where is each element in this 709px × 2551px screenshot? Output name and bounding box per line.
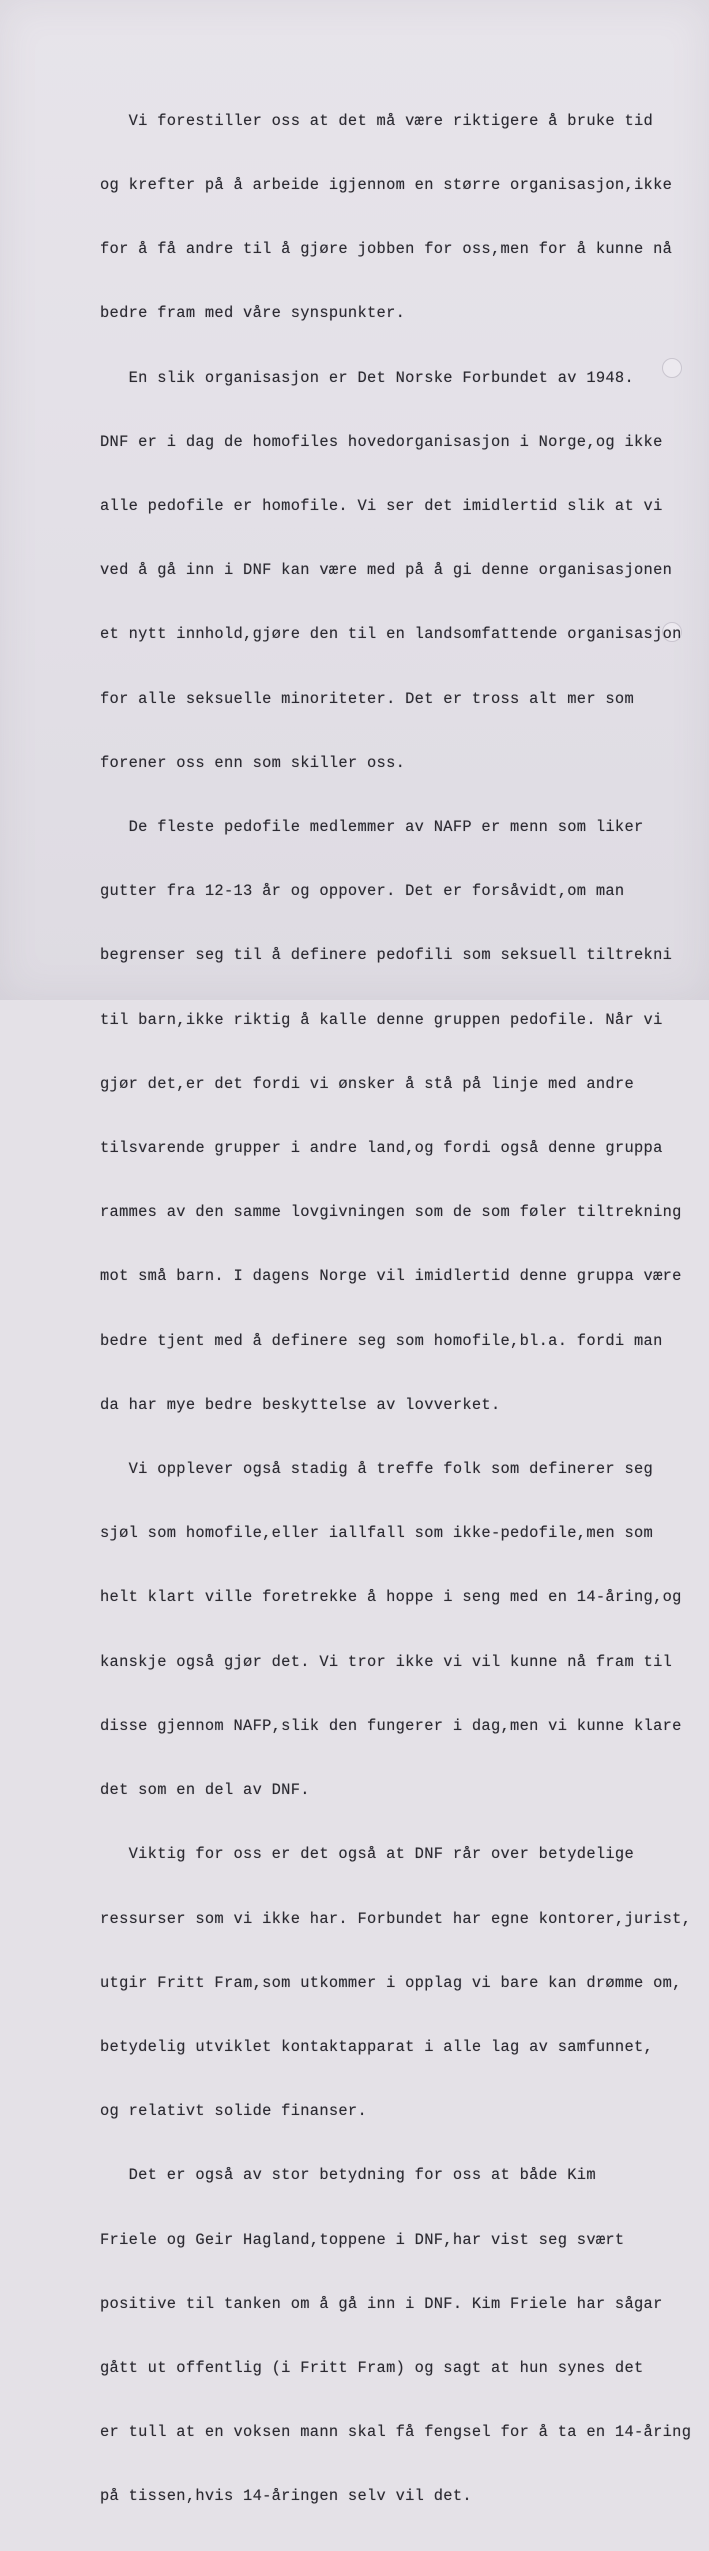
text-line: Vi forestiller oss at det må være riktigere å bruke tid	[100, 111, 654, 130]
text-line: Vi opplever også stadig å treffe folk som definerer seg	[100, 1460, 654, 1479]
text-line: gjør det,er det fordi vi ønsker å stå på linje med andre	[100, 1074, 635, 1093]
text-line: Det er også av stor betydning for oss at både Kim	[100, 2166, 596, 2185]
text-line: på tissen,hvis 14-åringen selv vil det.	[100, 2487, 472, 2506]
text-line: et nytt innhold,gjøre den til en landsomfattende organisasjon	[100, 625, 682, 644]
text-line: ved å gå inn i DNF kan være med på å gi denne organisasjonen	[100, 561, 673, 580]
text-line: tilsvarende grupper i andre land,og fordi også denne gruppa	[100, 1139, 663, 1158]
text-line: alle pedofile er homofile. Vi ser det imidlertid slik at vi	[100, 497, 663, 516]
text-line: for alle seksuelle minoriteter. Det er tross alt mer som	[100, 689, 635, 708]
text-line: det som en del av DNF.	[100, 1781, 310, 1800]
text-line: ressurser som vi ikke har. Forbundet har egne kontorer,jurist,	[100, 1909, 692, 1928]
text-line: begrenser seg til å definere pedofili som seksuell tiltrekni	[100, 946, 673, 965]
text-line: Viktig for oss er det også at DNF rår over betydelige	[100, 1845, 635, 1864]
typed-text-body	[100, 68, 690, 2551]
text-line: DNF er i dag de homofiles hovedorganisasjon i Norge,og ikke	[100, 432, 663, 451]
text-line: rammes av den samme lovgivningen som de som føler tiltrekning	[100, 1203, 682, 1222]
text-line: gutter fra 12-13 år og oppover. Det er forsåvidt,om man	[100, 882, 625, 901]
text-line: og relativt solide finanser.	[100, 2102, 368, 2121]
text-line: da har mye bedre beskyttelse av lovverket.	[100, 1395, 501, 1414]
text-line: er tull at en voksen mann skal få fengsel for å ta en 14-åring	[100, 2423, 692, 2442]
text-line: positive til tanken om å gå inn i DNF. Kim Friele har sågar	[100, 2294, 663, 2313]
text-line: kanskje også gjør det. Vi tror ikke vi vil kunne nå fram til	[100, 1652, 673, 1671]
text-line: og krefter på å arbeide igjennom en større organisasjon,ikke	[100, 176, 673, 195]
text-line: gått ut offentlig (i Fritt Fram) og sagt at hun synes det	[100, 2358, 644, 2377]
text-line: bedre tjent med å definere seg som homofile,bl.a. fordi man	[100, 1331, 663, 1350]
text-line: forener oss enn som skiller oss.	[100, 753, 406, 772]
text-line: mot små barn. I dagens Norge vil imidlertid denne gruppa være	[100, 1267, 682, 1286]
text-line: til barn,ikke riktig å kalle denne gruppen pedofile. Når vi	[100, 1010, 663, 1029]
text-line: De fleste pedofile medlemmer av NAFP er menn som liker	[100, 818, 644, 837]
text-line: bedre fram med våre synspunkter.	[100, 304, 406, 323]
text-line: En slik organisasjon er Det Norske Forbundet av 1948.	[100, 368, 635, 387]
text-line: helt klart ville foretrekke å hoppe i seng med en 14-åring,og	[100, 1588, 682, 1607]
text-line: utgir Fritt Fram,som utkommer i opplag vi bare kan drømme om,	[100, 1973, 682, 1992]
text-line: for å få andre til å gjøre jobben for oss,men for å kunne nå	[100, 240, 673, 259]
text-line: betydelig utviklet kontaktapparat i alle lag av samfunnet,	[100, 2037, 654, 2056]
text-line: sjøl som homofile,eller iallfall som ikke-pedofile,men som	[100, 1524, 654, 1543]
text-line: disse gjennom NAFP,slik den fungerer i dag,men vi kunne klare	[100, 1716, 682, 1735]
text-line: Friele og Geir Hagland,toppene i DNF,har vist seg svært	[100, 2230, 625, 2249]
